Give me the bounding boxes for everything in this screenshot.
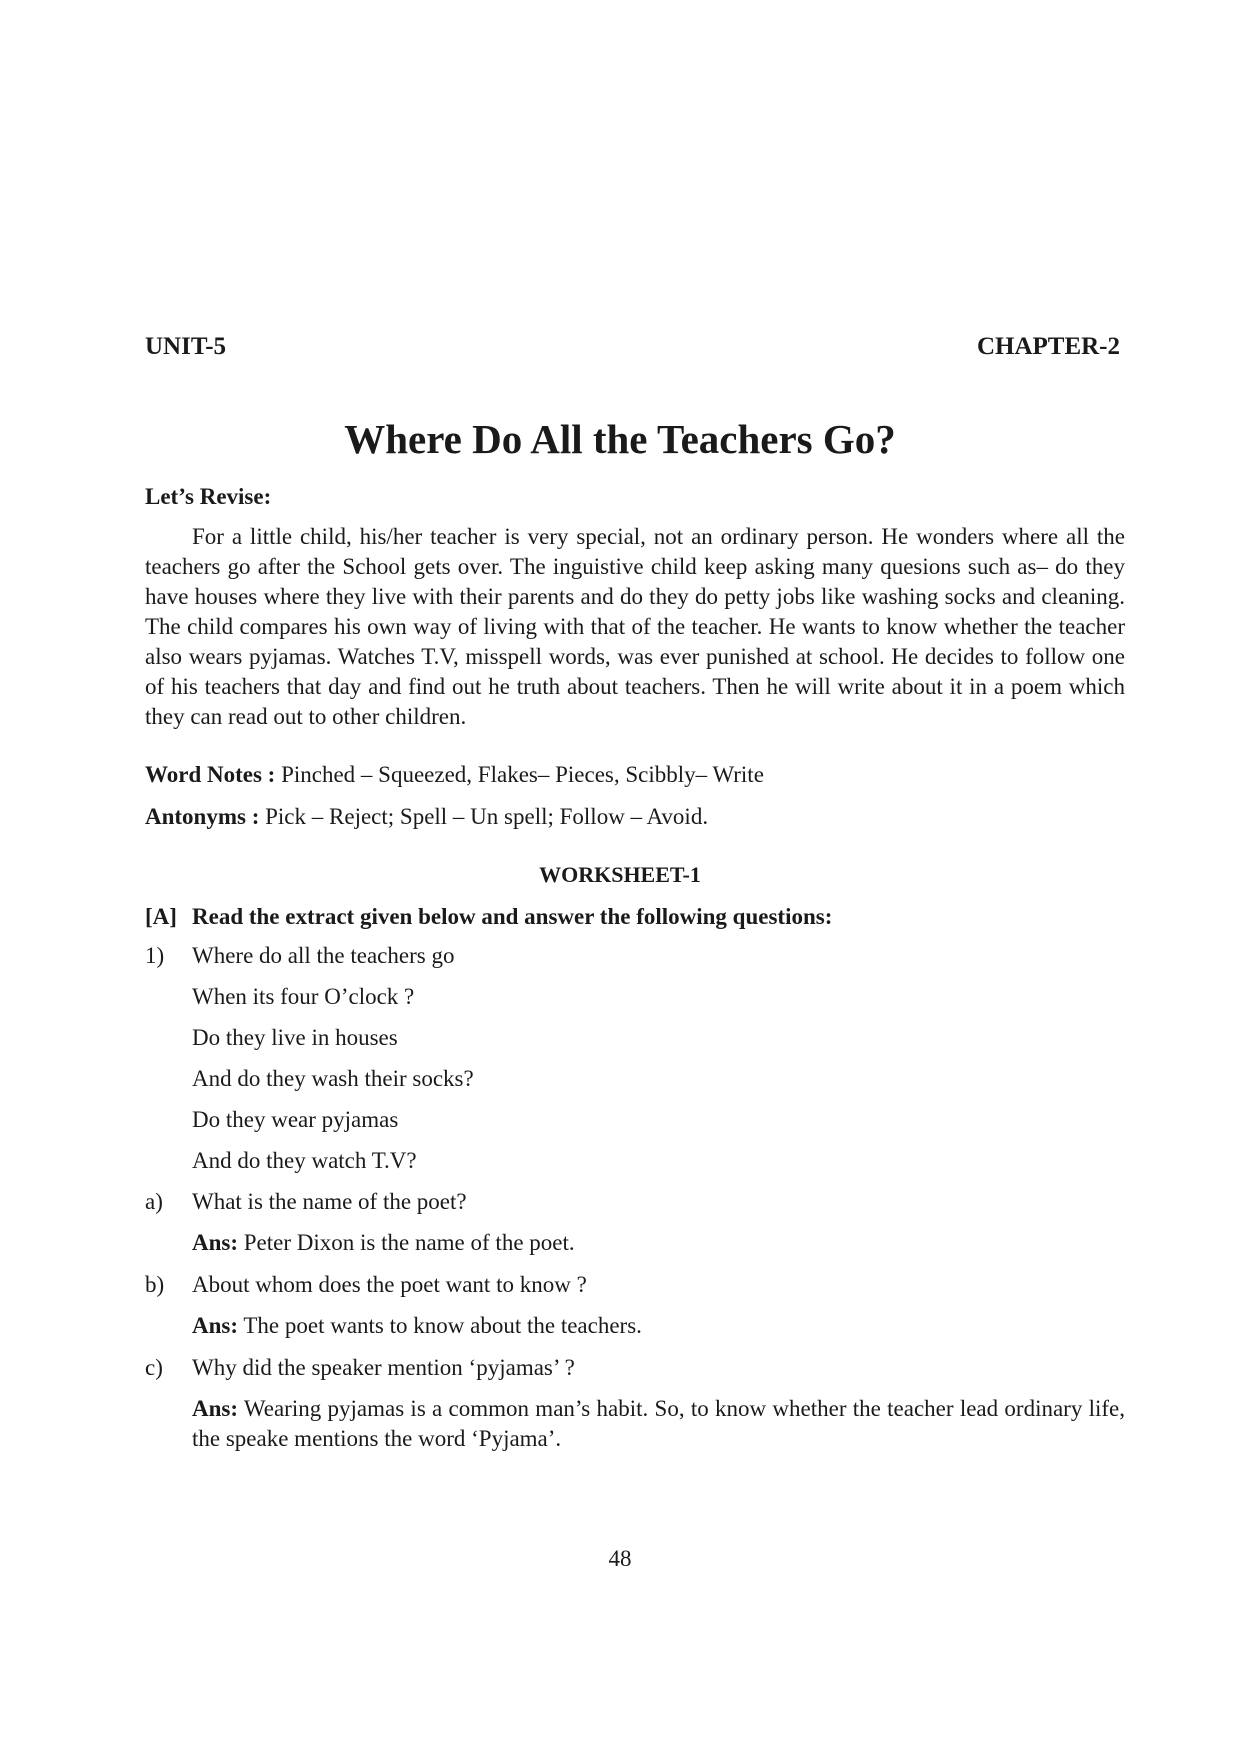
question-label: a) [145, 1189, 163, 1214]
extract-line: And do they wash their socks? [192, 1066, 474, 1091]
antonyms-text: Pick – Reject; Spell – Un spell; Follow – Avoid. [265, 804, 709, 829]
page-title: Where Do All the Teachers Go? [344, 416, 896, 462]
answer-label: Ans: [192, 1313, 239, 1338]
chapter-label: CHAPTER-2 [976, 333, 1120, 360]
answer [192, 1311, 642, 1341]
unit-label: UNIT-5 [145, 333, 227, 360]
question-text: About whom does the poet want to know ? [192, 1272, 587, 1297]
revise-paragraph: For a little child, his/her teacher is very special, not an ordinary person. He wonders where all the teachers go after the School gets over. The inguistive child keep asking many quesions such as– do they have houses where they live with their parents and do they do petty jobs like washing socks and cleaning. The child compares his own way of living with that of the teacher. He wants to know whether the teacher also wears pyjamas. Watches T.V, misspell words, was ever punished at school. He decides to follow one of his teachers that day and find out he truth about teachers. Then he will write about it in a poem which they can read out to other children. [145, 524, 1125, 729]
extract-line: Do they live in houses [192, 1025, 398, 1050]
word-notes [145, 760, 764, 790]
extract-line: Where do all the teachers go [192, 943, 455, 968]
question-label: c) [145, 1355, 163, 1380]
extract-line: And do they watch T.V? [192, 1148, 417, 1173]
antonyms [145, 802, 708, 832]
answer-text: The poet wants to know about the teachers. [243, 1313, 642, 1338]
extract-line: When its four O’clock ? [192, 984, 415, 1009]
question-label: b) [145, 1272, 165, 1297]
section-instruction: Read the extract given below and answer the following questions: [192, 904, 833, 929]
answer-label: Ans: [192, 1396, 239, 1421]
page-number: 48 [608, 1546, 632, 1571]
extract-line: Do they wear pyjamas [192, 1107, 399, 1132]
extract-number: 1) [145, 943, 165, 968]
question-text: Why did the speaker mention ‘pyjamas’ ? [192, 1355, 575, 1380]
antonyms-label: Antonyms : [145, 804, 260, 829]
answer-label: Ans: [192, 1230, 239, 1255]
answer-text: Wearing pyjamas is a common man’s habit. So, to know whether the teacher lead ordinary life, the speake mentions the word ‘Pyjama’. [192, 1396, 1125, 1451]
question-text: What is the name of the poet? [192, 1189, 467, 1214]
answer [192, 1394, 1125, 1454]
answer [192, 1228, 575, 1258]
revise-heading: Let’s Revise: [145, 484, 272, 509]
answer-text: Peter Dixon is the name of the poet. [243, 1230, 575, 1255]
section-label: [A] [145, 904, 177, 929]
word-notes-text: Pinched – Squeezed, Flakes– Pieces, Scibbly– Write [281, 762, 764, 787]
word-notes-label: Word Notes : [145, 762, 276, 787]
worksheet-title: WORKSHEET-1 [539, 862, 701, 887]
